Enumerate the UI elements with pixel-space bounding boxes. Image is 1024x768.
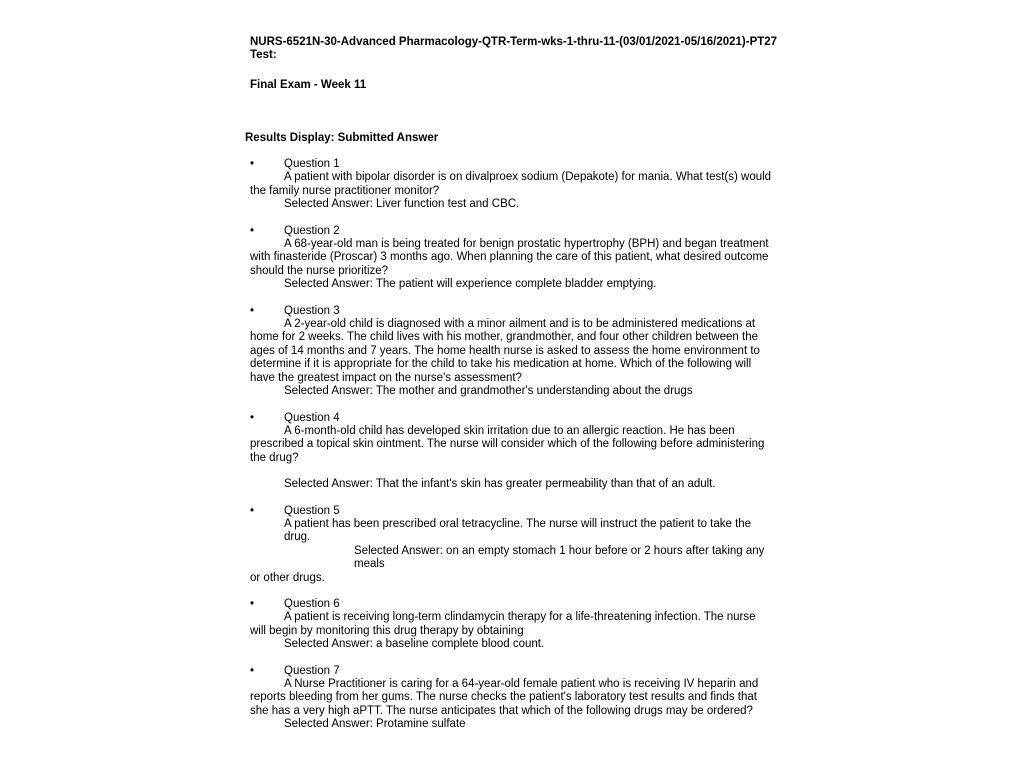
bullet-icon: • <box>250 664 255 677</box>
selected-answer: Selected Answer: Protamine sulfate <box>284 718 466 731</box>
bullet-icon: • <box>250 304 255 317</box>
question-label: Question 6 <box>284 597 340 610</box>
spacer <box>250 465 772 478</box>
bullet-icon: • <box>250 597 255 610</box>
question-item <box>250 598 772 652</box>
question-item <box>250 505 772 585</box>
bullet-icon: • <box>250 158 255 170</box>
question-label: Question 3 <box>284 304 340 317</box>
selected-answer: Selected Answer: The patient will experience complete bladder emptying. <box>284 278 657 291</box>
question-list <box>250 158 772 745</box>
question-label: Question 7 <box>284 664 340 677</box>
selected-answer: Selected Answer: on an empty stomach 1 hour before or 2 hours after taking any meals <box>354 544 765 571</box>
question-label: Question 5 <box>284 504 340 517</box>
results-display-heading: Results Display: Submitted Answer <box>245 132 439 144</box>
question-item <box>250 158 772 212</box>
course-title: NURS-6521N-30-Advanced Pharmacology-QTR-Term-wks-1-thru-11-(03/01/2021-05/16/2021)-PT27 Test: <box>250 36 778 61</box>
question-item <box>250 305 772 399</box>
bullet-icon: • <box>250 411 255 424</box>
selected-answer: Selected Answer: Liver function test and CBC. <box>284 198 520 211</box>
question-text: A patient with bipolar disorder is on divalproex sodium (Depakote) for mania. What test(s) would the family nurse practitioner monitor? <box>250 171 772 197</box>
question-text: A patient is receiving long-term clindamycin therapy for a life-threatening infection. The nurse will begin by monitoring this drug therapy by obtaining <box>250 611 756 637</box>
question-item <box>250 665 772 732</box>
exam-title: Final Exam - Week 11 <box>250 79 367 91</box>
question-text: A Nurse Practitioner is caring for a 64-year-old female patient who is receiving IV heparin and reports bleeding from her gums. The nurse checks the patient's laboratory test results and finds that she has a very high aPTT. The nurse anticipates that which of the following drugs may be ordered? <box>250 678 759 717</box>
question-text: A 68-year-old man is being treated for benign prostatic hypertrophy (BPH) and began treatment with finasteride (Proscar) 3 months ago. When planning the care of this patient, what desired outcome should the nurse prioritize? <box>250 238 769 277</box>
question-text: A 2-year-old child is diagnosed with a minor ailment and is to be administered medications at home for 2 weeks. The child lives with his mother, grandmother, and four other children between the ages of 14 months and 7 years. The home health nurse is asked to assess the home environment to determine if it is appropriate for the child to take his medication at home. Which of the following will have the greatest impact on the nurse's assessment? <box>250 318 760 384</box>
question-item <box>250 412 772 492</box>
question-item <box>250 225 772 292</box>
question-label: Question 1 <box>284 158 340 170</box>
question-text: A 6-month-old child has developed skin irritation due to an allergic reaction. He has been prescribed a topical skin ointment. The nurse will consider which of the following before administering the drug? <box>250 424 765 464</box>
question-label: Question 2 <box>284 224 340 237</box>
selected-answer: Selected Answer: That the infant's skin has greater permeability than that of an adult. <box>284 478 716 491</box>
selected-answer-continuation: or other drugs. <box>250 571 325 584</box>
selected-answer: Selected Answer: a baseline complete blood count. <box>284 638 545 651</box>
bullet-icon: • <box>250 504 255 517</box>
question-label: Question 4 <box>284 411 340 424</box>
selected-answer: Selected Answer: The mother and grandmother's understanding about the drugs <box>284 385 693 398</box>
bullet-icon: • <box>250 224 255 237</box>
question-text: A patient has been prescribed oral tetracycline. The nurse will instruct the patient to take the drug. <box>284 517 752 544</box>
